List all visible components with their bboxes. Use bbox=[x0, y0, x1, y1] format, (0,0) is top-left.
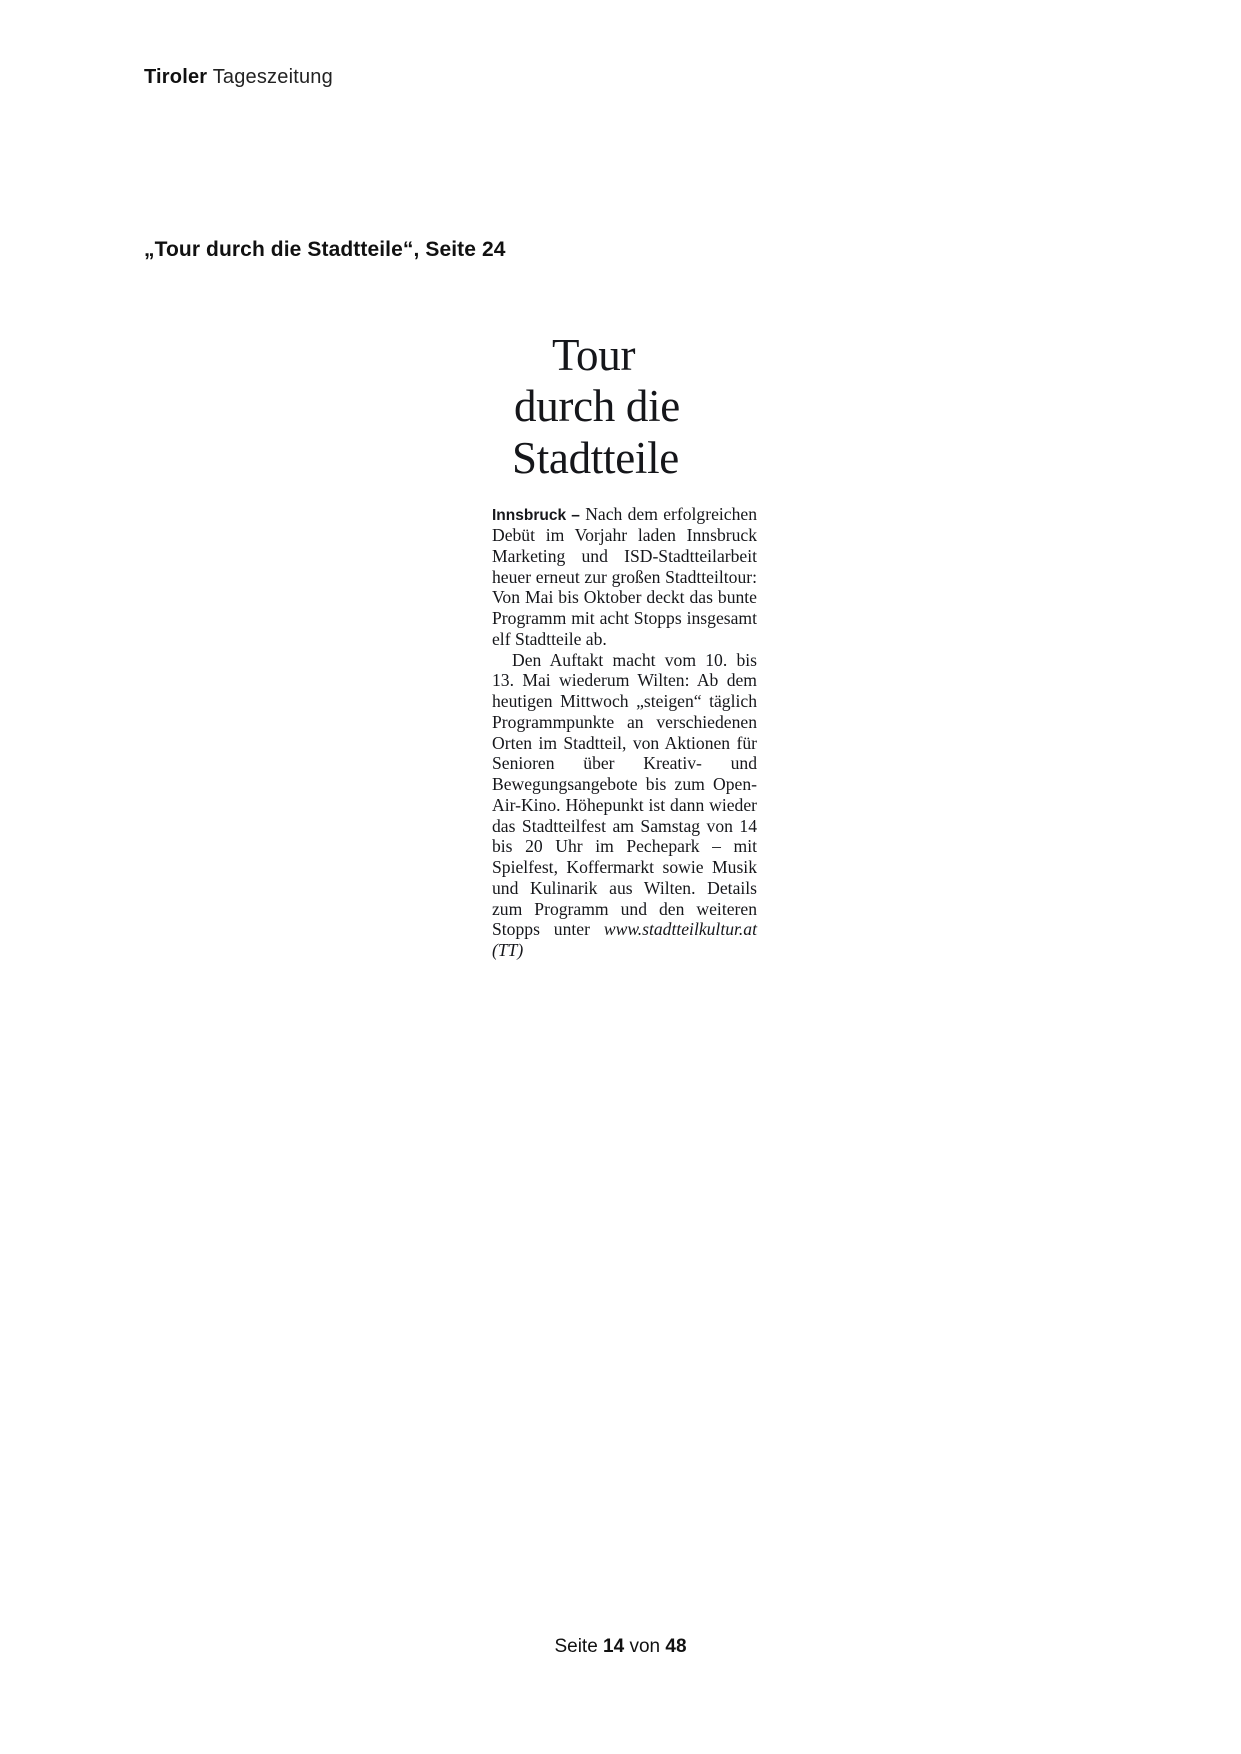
newspaper-clipping bbox=[492, 330, 762, 961]
article-paragraph-1-text: Nach dem erfolgreichen Debüt im Vorjahr laden Innsbruck Marketing und ISD-Stadtteilarbeit heuer erneut zur großen Stadtteiltour: Von Mai bis Oktober deckt das bunte Programm mit acht Stopps insgesamt elf Stadtteile ab. bbox=[492, 503, 757, 649]
masthead-brand-light: Tageszeitung bbox=[212, 66, 333, 88]
article-url: www.stadtteilkultur.at bbox=[603, 919, 757, 940]
article-dateline: Innsbruck – bbox=[492, 506, 580, 524]
article-paragraph-2-text: Den Auftakt macht vom 10. bis 13. Mai wiederum Wilten: Ab dem heutigen Mittwoch „steigen“ täglich Programmpunkte an verschiedenen Orten im Stadtteil, von Aktionen für Senioren über Kreativ- und Bewegungsangebote bis zum Open-Air-Kino. Höhepunkt ist dann wieder das Stadtteilfest am Samstag von 14 bis 20 Uhr im Pechepark – mit Spielfest, Koffermarkt sowie Musik und Kulinarik aus Wilten. Details zum Programm und den weiteren Stopps unter bbox=[492, 649, 757, 940]
article-body bbox=[492, 504, 757, 961]
article-headline-line-1: Tour bbox=[552, 330, 636, 380]
article-headline-line-3: Stadtteile bbox=[512, 432, 679, 483]
footer-total-pages: 48 bbox=[665, 1636, 687, 1657]
masthead-brand-bold: Tiroler bbox=[144, 66, 208, 88]
page-footer bbox=[0, 1636, 1241, 1658]
masthead bbox=[144, 66, 333, 89]
article-headline bbox=[492, 330, 762, 484]
clipping-title: „Tour durch die Stadtteile“, Seite 24 bbox=[144, 238, 506, 261]
article-paragraph-1 bbox=[492, 504, 757, 650]
article-headline-line-2: durch die bbox=[514, 381, 680, 432]
article-credit: (TT) bbox=[492, 940, 524, 961]
footer-current-page: 14 bbox=[603, 1636, 625, 1657]
footer-label-page: Seite bbox=[554, 1636, 598, 1657]
article-paragraph-2 bbox=[492, 650, 757, 961]
footer-label-of: von bbox=[629, 1636, 661, 1657]
